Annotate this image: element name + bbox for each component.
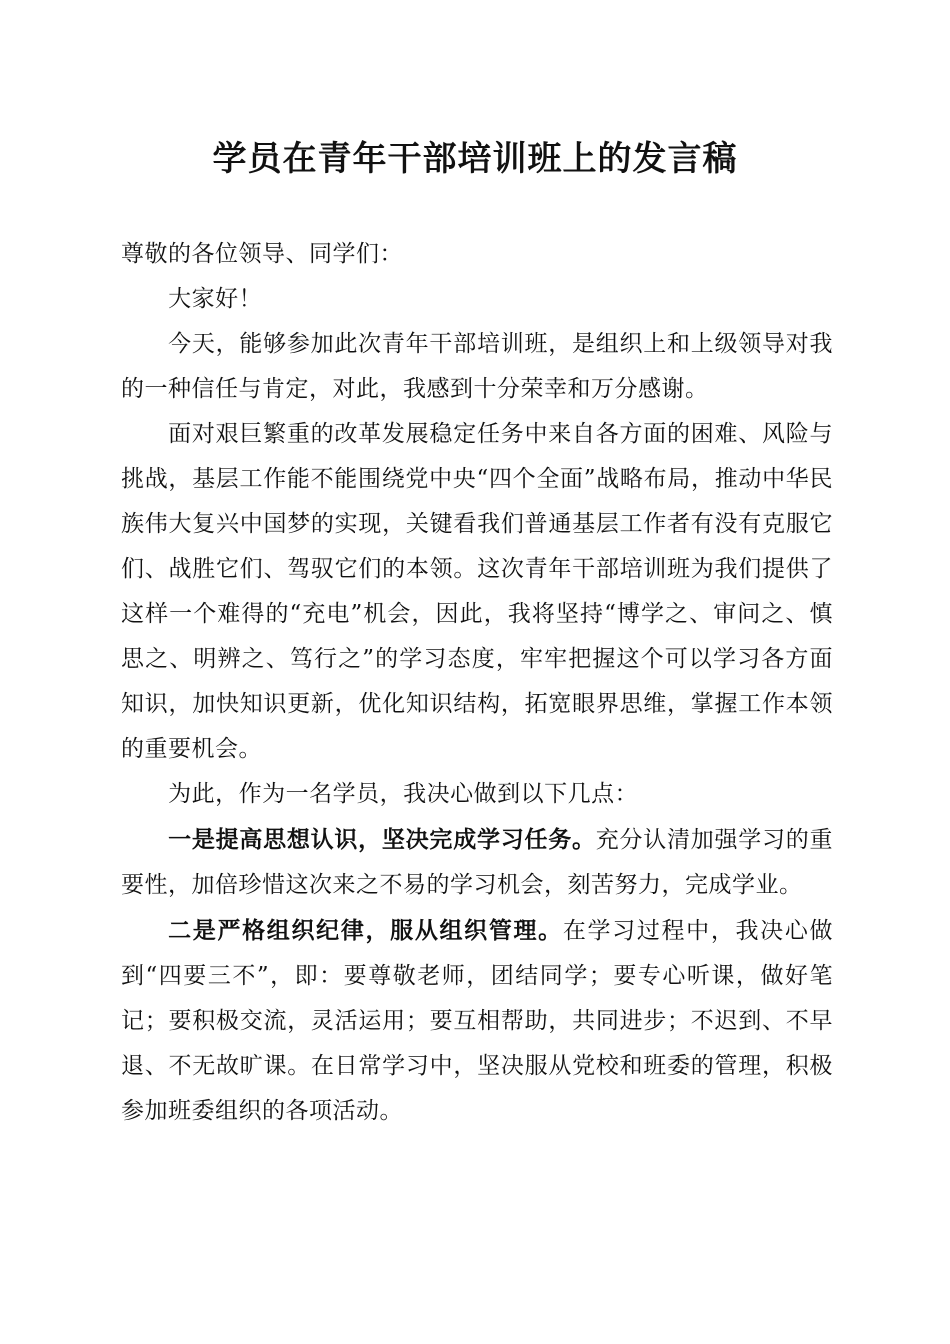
paragraph-intro: 今天，能够参加此次青年干部培训班，是组织上和上级领导对我的一种信任与肯定，对此，我感到十分荣幸和万分感谢。 <box>121 331 833 402</box>
greeting: 大家好！ <box>168 286 263 312</box>
paragraph-context: 面对艰巨繁重的改革发展稳定任务中来自各方面的困难、风险与挑战，基层工作能不能围绕党中央“四个全面”战略布局，推动中华民族伟大复兴中国梦的实现，关键看我们普通基层工作者有没有克服它们、战胜它们、驾驭它们的本领。这次青年干部培训班为我们提供了这样一个难得的“充电”机会，因此，我将坚持“博学之、审问之、慎思之、明辨之、笃行之”的学习态度，牢牢把握这个可以学习各方面知识，加快知识更新，优化知识结构，拓宽眼界思维，掌握工作本领的重要机会。 <box>121 421 833 762</box>
paragraph-resolution: 为此，作为一名学员，我决心做到以下几点： <box>168 781 639 807</box>
point-one-text: 充分认清加强学习的重要性，加倍珍惜这次来之不易的学习机会，刻苦努力，完成学业。 <box>121 827 834 898</box>
point-two <box>121 908 833 1134</box>
point-two-text: 在学习过程中，我决心做到“四要三不”，即：要尊敬老师，团结同学；要专心听课，做好笔记；要积极交流，灵活运用；要互相帮助，共同进步；不迟到、不早退、不无故旷课。在日常学习中，坚决服从党校和班委的管理，积极参加班委组织的各项活动。 <box>121 918 834 1124</box>
point-one-heading: 一是提高思想认识，坚决完成学习任务。 <box>168 826 596 853</box>
point-one <box>121 817 833 908</box>
point-two-heading: 二是严格组织纪律，服从组织管理。 <box>168 917 563 944</box>
salutation: 尊敬的各位领导、同学们： <box>121 241 403 267</box>
document-title: 学员在青年干部培训班上的发言稿 <box>212 139 738 179</box>
document-body <box>121 232 833 1134</box>
